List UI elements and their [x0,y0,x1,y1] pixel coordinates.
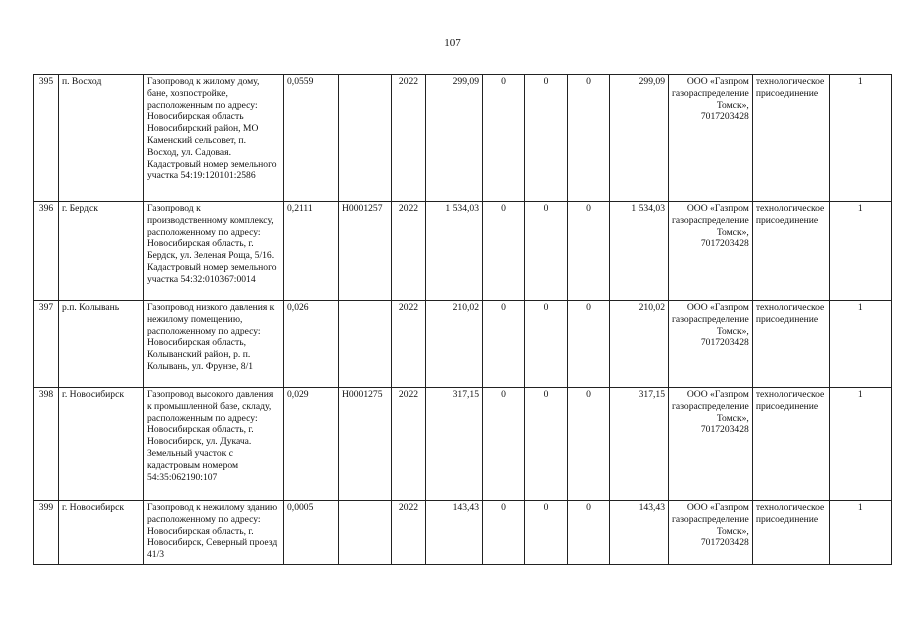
cell-number: 396 [34,202,59,301]
cell-length: 0,026 [284,301,339,388]
cell-location: г. Бердск [59,202,144,301]
cell-code: Н0001275 [339,388,392,501]
cell-amount: 317,15 [426,388,483,501]
cell-year: 2022 [392,75,426,202]
cell-year: 2022 [392,388,426,501]
cell-total: 143,43 [610,501,669,565]
cell-amount: 210,02 [426,301,483,388]
cell-value-3: 0 [568,301,610,388]
cell-amount: 1 534,03 [426,202,483,301]
cell-value-3: 0 [568,202,610,301]
cell-description: Газопровод низкого давления к нежилому помещению, расположенному по адресу: Новосибирская область, Колыванский район, р. п. Колывань, ул. Фрунзе, 8/1 [144,301,284,388]
cell-quantity: 1 [829,501,891,565]
cell-description: Газопровод к жилому дому, бане, хозпостройке, расположенным по адресу: Новосибирская область Новосибирский район, МО Каменский сельсовет, п. Восход, ул. Садовая. Кадастровый номер земельного участка 54:19:120101:2586 [144,75,284,202]
page-number: 107 [444,37,461,49]
cell-type: технологическое присоединение [752,301,829,388]
cell-location: г. Новосибирск [59,388,144,501]
cell-value-1: 0 [483,501,525,565]
cell-number: 399 [34,501,59,565]
data-table [33,74,892,565]
cell-description: Газопровод высокого давления к промышленной базе, складу, расположенным по адресу: Новосибирская область, г. Новосибирск, ул. Дукача. Земельный участок с кадастровым номером 54:35:062190:107 [144,388,284,501]
cell-number: 397 [34,301,59,388]
cell-code [339,501,392,565]
cell-length: 0,029 [284,388,339,501]
table-row [34,501,892,565]
cell-length: 0,2111 [284,202,339,301]
cell-description: Газопровод к производственному комплексу, расположенному по адресу: Новосибирская область, г. Бердск, ул. Зеленая Роща, 5/16. Кадастровый номер земельного участка 54:32:010367:0014 [144,202,284,301]
table-row [34,301,892,388]
cell-value-3: 0 [568,75,610,202]
cell-value-2: 0 [525,301,568,388]
table-row [34,202,892,301]
cell-location: г. Новосибирск [59,501,144,565]
cell-quantity: 1 [829,388,891,501]
cell-value-3: 0 [568,501,610,565]
cell-total: 1 534,03 [610,202,669,301]
cell-value-2: 0 [525,501,568,565]
cell-quantity: 1 [829,202,891,301]
cell-length: 0,0559 [284,75,339,202]
cell-year: 2022 [392,301,426,388]
cell-value-2: 0 [525,75,568,202]
cell-code [339,75,392,202]
cell-type: технологическое присоединение [752,501,829,565]
cell-value-2: 0 [525,388,568,501]
cell-year: 2022 [392,202,426,301]
cell-value-1: 0 [483,75,525,202]
cell-organization: ООО «Газпром газораспределение Томск», 7017203428 [669,388,753,501]
cell-organization: ООО «Газпром газораспределение Томск», 7017203428 [669,202,753,301]
cell-value-1: 0 [483,202,525,301]
cell-length: 0,0005 [284,501,339,565]
cell-quantity: 1 [829,301,891,388]
cell-year: 2022 [392,501,426,565]
cell-organization: ООО «Газпром газораспределение Томск», 7017203428 [669,75,753,202]
cell-organization: ООО «Газпром газораспределение Томск», 7017203428 [669,301,753,388]
cell-location: р.п. Колывань [59,301,144,388]
cell-location: п. Восход [59,75,144,202]
cell-code [339,301,392,388]
table-row [34,388,892,501]
cell-number: 398 [34,388,59,501]
cell-type: технологическое присоединение [752,75,829,202]
cell-total: 299,09 [610,75,669,202]
cell-number: 395 [34,75,59,202]
cell-total: 210,02 [610,301,669,388]
cell-value-2: 0 [525,202,568,301]
cell-type: технологическое присоединение [752,202,829,301]
cell-amount: 299,09 [426,75,483,202]
cell-quantity: 1 [829,75,891,202]
cell-description: Газопровод к нежилому зданию расположенному по адресу: Новосибирская область, г. Новосибирск, Северный проезд 41/3 [144,501,284,565]
cell-code: Н0001257 [339,202,392,301]
cell-organization: ООО «Газпром газораспределение Томск», 7017203428 [669,501,753,565]
cell-value-1: 0 [483,301,525,388]
cell-type: технологическое присоединение [752,388,829,501]
cell-value-1: 0 [483,388,525,501]
cell-total: 317,15 [610,388,669,501]
cell-value-3: 0 [568,388,610,501]
cell-amount: 143,43 [426,501,483,565]
table-row [34,75,892,202]
